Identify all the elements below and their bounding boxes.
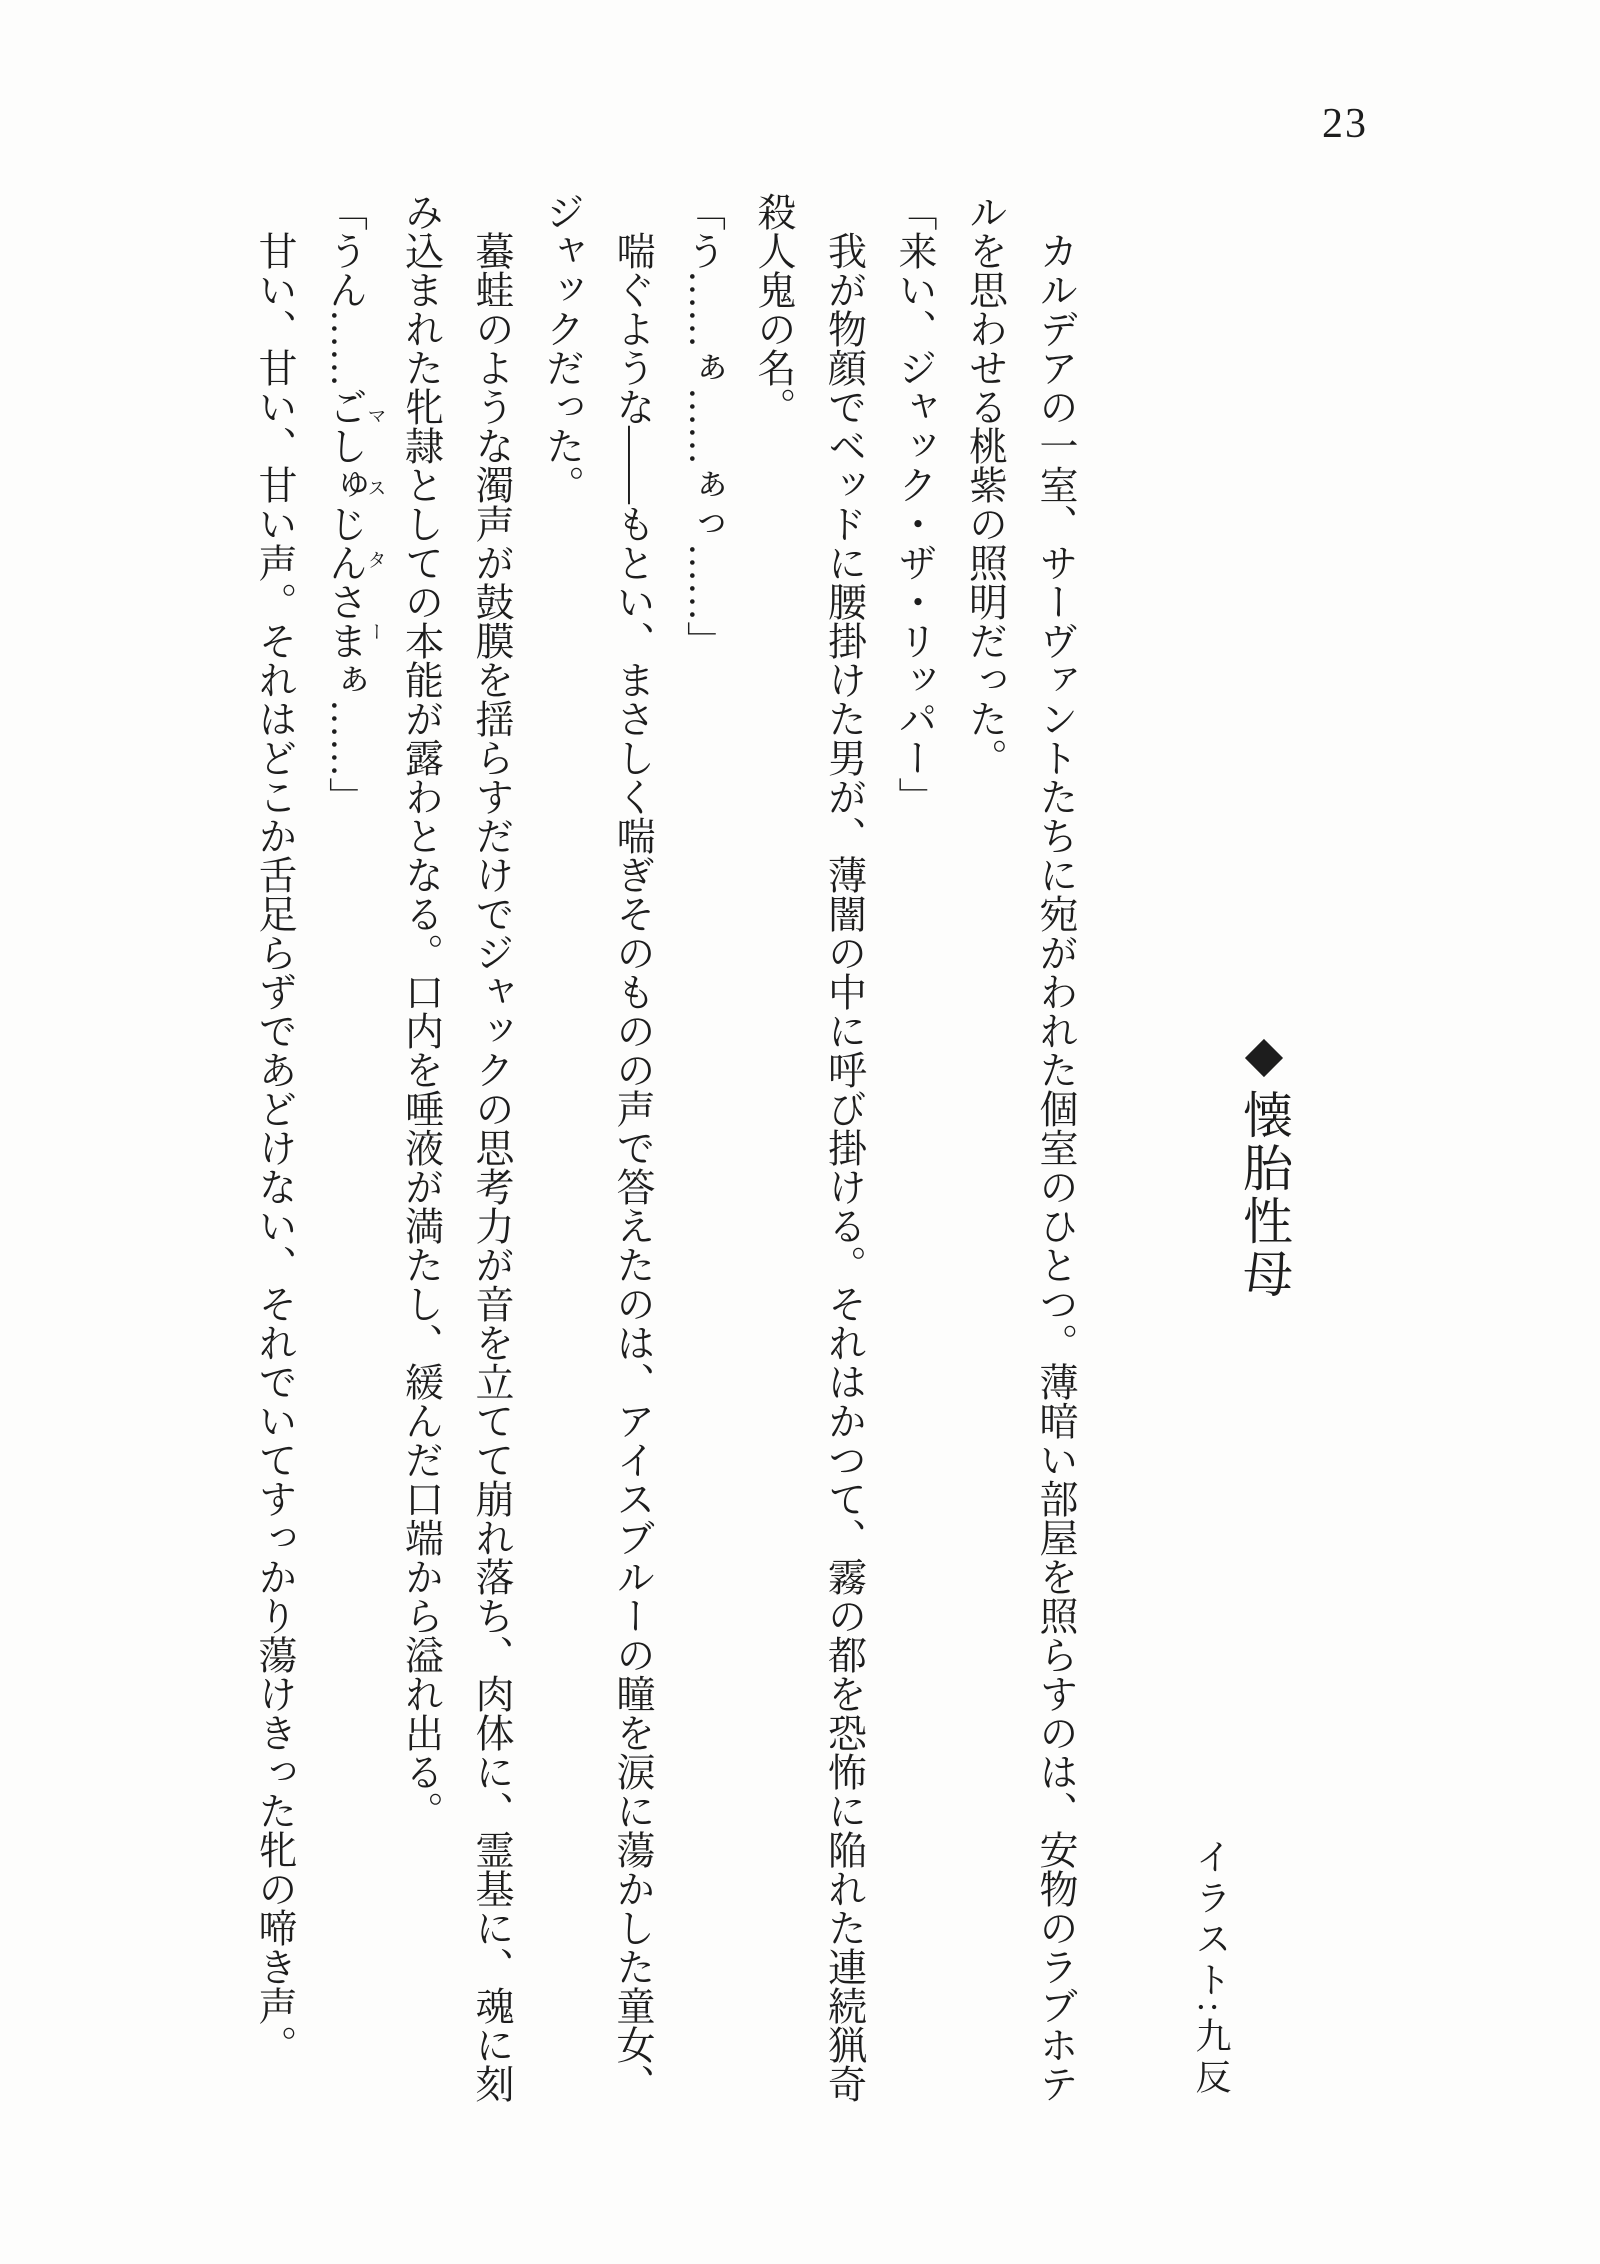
illustrator-credit: イラスト:九反 (1191, 1838, 1231, 2100)
paragraph: 「うん……ごしゅじんさまマスターぁ……」 (323, 192, 386, 816)
body-text (240, 192, 1090, 2114)
paragraph: 「う……ぁ……ぁっ……」 (681, 192, 725, 660)
paragraph: カルデアの一室、サーヴァントたちに宛がわれた個室のひとつ。薄暗い部屋を照らすのは、安物のラブホテルを思わせる桃紫の照明だった。 (963, 192, 1077, 2103)
page-number: 23 (1322, 101, 1368, 147)
paragraph: 我が物顔でベッドに腰掛けた男が、薄闇の中に呼び掛ける。それはかつて、霧の都を恐怖に陥れた連続猟奇殺人鬼の名。 (752, 192, 866, 2103)
ruby-annotated-text: ごしゅじんさまマスター (323, 387, 386, 660)
paragraph: 蟇蛙のような濁声が鼓膜を揺らすだけでジャックの思考力が音を立てて崩れ落ち、肉体に、霊基に、魂に刻み込まれた牝隷としての本能が露わとなる。口内を唾液が満たし、緩んだ口端から溢れ出る。 (399, 192, 513, 2103)
paragraph: 喘ぐような――もとい、まさしく喘ぎそのものの声で答えたのは、アイスブルーの瞳を涙に蕩かした童女、ジャックだった。 (540, 192, 654, 2103)
paragraph: 「来い、ジャック・ザ・リッパー」 (893, 192, 936, 816)
diamond-marker-icon: ◆ (1236, 1025, 1292, 1089)
chapter-title (1228, 1025, 1300, 1301)
chapter-title-text: 懐胎性母 (1236, 1089, 1292, 1301)
paragraph: 甘い、甘い、甘い声。それはどこか舌足らずであどけない、それでいてすっかり蕩けきった牝の啼き声。 (253, 231, 296, 2064)
